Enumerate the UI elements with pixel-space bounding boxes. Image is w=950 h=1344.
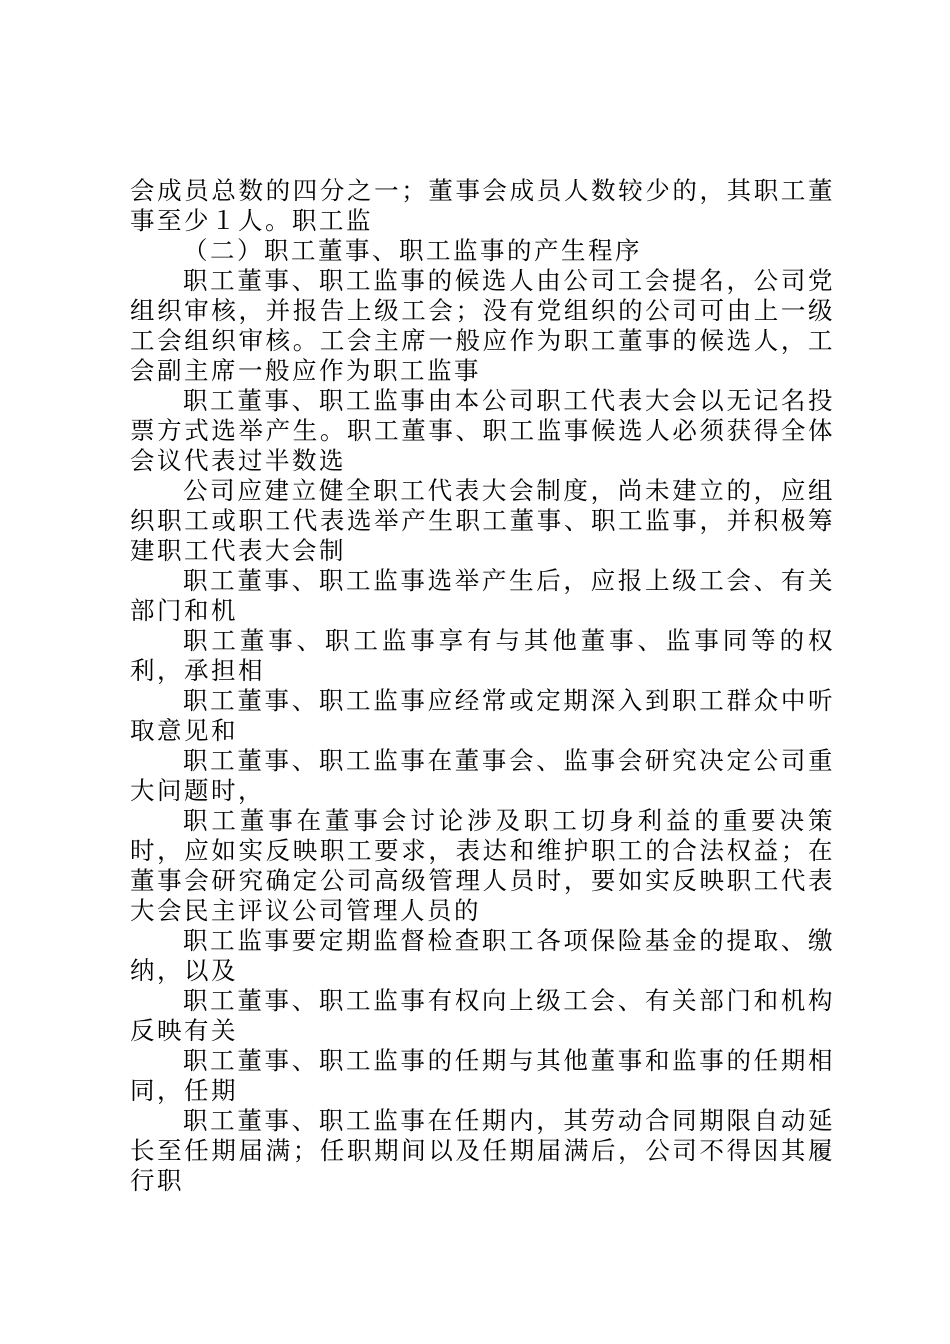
paragraph: 职工董事、职工监事选举产生后，应报上级工会、有关部门和机 <box>130 566 835 625</box>
paragraph: 职工董事、职工监事享有与其他董事、监事同等的权利，承担相 <box>130 626 835 685</box>
section-heading: （二）职工董事、职工监事的产生程序 <box>183 236 642 265</box>
paragraph-continuation: 会成员总数的四分之一；董事会成员人数较少的，其职工董事至少１人。职工监 <box>130 176 835 235</box>
paragraph: 职工董事、职工监事应经常或定期深入到职工群众中听取意见和 <box>130 686 835 745</box>
paragraph: 职工董事、职工监事有权向上级工会、有关部门和机构反映有关 <box>130 986 835 1045</box>
paragraph: 职工监事要定期监督检查职工各项保险基金的提取、缴纳，以及 <box>130 926 835 985</box>
document-body <box>130 176 835 1196</box>
paragraph: 公司应建立健全职工代表大会制度，尚未建立的，应组织职工或职工代表选举产生职工董事、职工监事，并积极筹建职工代表大会制 <box>130 476 835 565</box>
paragraph: 职工董事、职工监事的任期与其他董事和监事的任期相同，任期 <box>130 1046 835 1105</box>
paragraph: 职工董事、职工监事的候选人由公司工会提名，公司党组织审核，并报告上级工会；没有党组织的公司可由上一级工会组织审核。工会主席一般应作为职工董事的候选人，工会副主席一般应作为职工监事 <box>130 266 835 385</box>
paragraph: 职工董事在董事会讨论涉及职工切身利益的重要决策时，应如实反映职工要求，表达和维护职工的合法权益；在董事会研究确定公司高级管理人员时，要如实反映职工代表大会民主评议公司管理人员的 <box>130 806 835 925</box>
paragraph: 职工董事、职工监事由本公司职工代表大会以无记名投票方式选举产生。职工董事、职工监事候选人必须获得全体会议代表过半数选 <box>130 386 835 475</box>
paragraph: 职工董事、职工监事在任期内，其劳动合同期限自动延长至任期届满；任职期间以及任期届满后，公司不得因其履行职 <box>130 1106 835 1195</box>
paragraph: 职工董事、职工监事在董事会、监事会研究决定公司重大问题时， <box>130 746 835 805</box>
